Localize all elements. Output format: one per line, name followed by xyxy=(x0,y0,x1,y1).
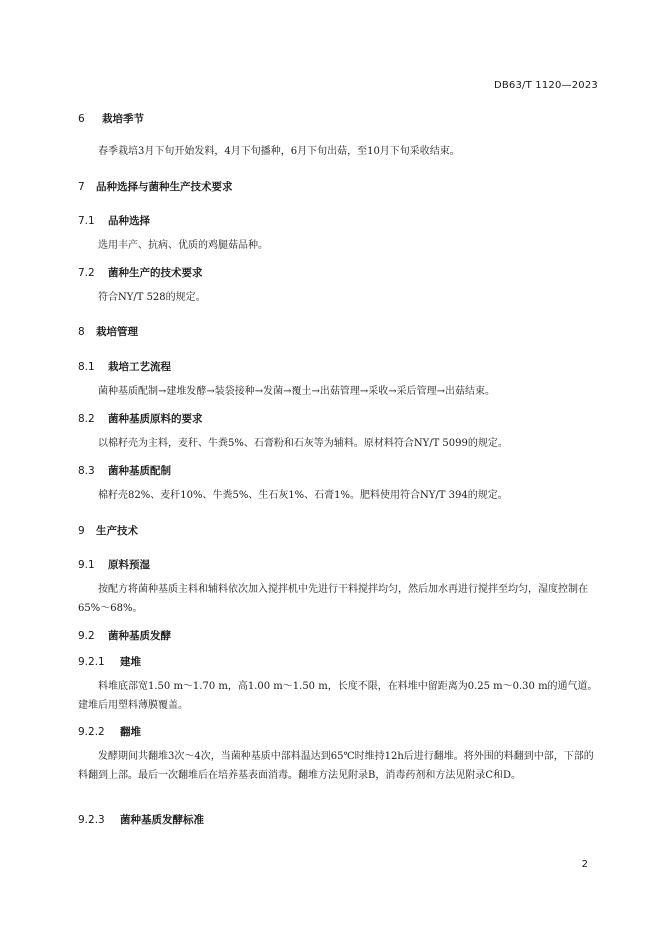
heading-title: 栽培管理 xyxy=(96,326,138,338)
heading-title: 建堆 xyxy=(120,656,141,668)
heading-number: 8.1 xyxy=(78,361,95,373)
paragraph-8-3: 棉籽壳82%、麦秆10%、牛粪5%、生石灰1%、石膏1%。肥料使用符合NY/T 394的规定。 xyxy=(98,490,508,501)
heading-7-1 xyxy=(78,213,150,228)
heading-9-2-1 xyxy=(78,654,141,669)
paragraph-6: 春季栽培3月下旬开始发料，4月下旬播种，6月下旬出菇，至10月下旬采收结束。 xyxy=(98,146,460,157)
heading-8-3 xyxy=(78,463,171,478)
heading-number: 7.2 xyxy=(78,267,95,279)
heading-number: 7 xyxy=(78,181,85,193)
heading-title: 菌种生产的技术要求 xyxy=(108,267,203,279)
heading-title: 菌种基质原料的要求 xyxy=(108,413,203,425)
paragraph-8-2: 以棉籽壳为主料，麦秆、牛粪5%、石膏粉和石灰等为辅料。原材料符合NY/T 5099的规定。 xyxy=(98,438,508,449)
heading-number: 9.2.1 xyxy=(78,656,105,668)
heading-number: 8.2 xyxy=(78,413,95,425)
paragraph-9-1: 按配方将菌种基质主料和辅料依次加入搅拌机中先进行干料搅拌均匀，然后加水再进行搅拌至均匀，湿度控制在65%～68%。 xyxy=(78,584,588,614)
heading-number: 9 xyxy=(78,525,85,537)
heading-title: 品种选择 xyxy=(108,215,150,227)
heading-9-1 xyxy=(78,557,150,572)
heading-number: 8.3 xyxy=(78,465,95,477)
heading-9-2-3 xyxy=(78,812,204,827)
heading-title: 翻堆 xyxy=(120,726,141,738)
heading-8-2 xyxy=(78,411,203,426)
heading-9 xyxy=(78,523,138,538)
heading-number: 9.2.2 xyxy=(78,726,105,738)
heading-8 xyxy=(78,324,138,339)
heading-7-2 xyxy=(78,265,203,280)
heading-title: 菌种基质发酵标准 xyxy=(120,814,204,826)
heading-title: 原料预湿 xyxy=(108,559,150,571)
paragraph-7-1: 选用丰产、抗病、优质的鸡腿菇品种。 xyxy=(98,240,268,251)
heading-8-1 xyxy=(78,359,171,374)
heading-title: 生产技术 xyxy=(96,525,138,537)
paragraph-8-1: 菌种基质配制→建堆发酵→装袋接种→发菌→覆土→出菇管理→采收→采后管理→出菇结束。 xyxy=(98,386,496,397)
paragraph-9-2-1: 料堆底部宽1.50 m～1.70 m，高1.00 m～1.50 m，长度不限，在料堆中留距离为0.25 m～0.30 m的通气道。建堆后用塑料薄膜覆盖。 xyxy=(78,681,598,711)
heading-7 xyxy=(78,179,233,194)
heading-title: 菌种基质配制 xyxy=(108,465,171,477)
paragraph-9-2-2: 发酵期间共翻堆3次～4次，当菌种基质中部料温达到65℃时维持12h后进行翻堆。将外围的料翻到中部，下部的料翻到上部。最后一次翻堆后在培养基表面消毒。翻堆方法见附录B，消毒药剂和方法见附录C和D。 xyxy=(78,751,594,781)
heading-number: 9.2.3 xyxy=(78,814,105,826)
page-number: 2 xyxy=(581,859,588,870)
heading-title: 栽培工艺流程 xyxy=(108,361,171,373)
heading-title: 品种选择与菌种生产技术要求 xyxy=(96,181,233,193)
heading-number: 9.1 xyxy=(78,559,95,571)
heading-9-2-2 xyxy=(78,724,141,739)
header-doc-code: DB63/T 1120—2023 xyxy=(493,80,598,91)
heading-number: 9.2 xyxy=(78,630,95,642)
heading-6 xyxy=(78,111,144,126)
paragraph-7-2: 符合NY/T 528的规定。 xyxy=(98,292,206,303)
heading-9-2 xyxy=(78,628,171,643)
heading-number: 6 xyxy=(78,113,85,125)
heading-title: 菌种基质发酵 xyxy=(108,630,171,642)
heading-number: 8 xyxy=(78,326,85,338)
heading-title: 栽培季节 xyxy=(102,113,144,125)
heading-number: 7.1 xyxy=(78,215,95,227)
